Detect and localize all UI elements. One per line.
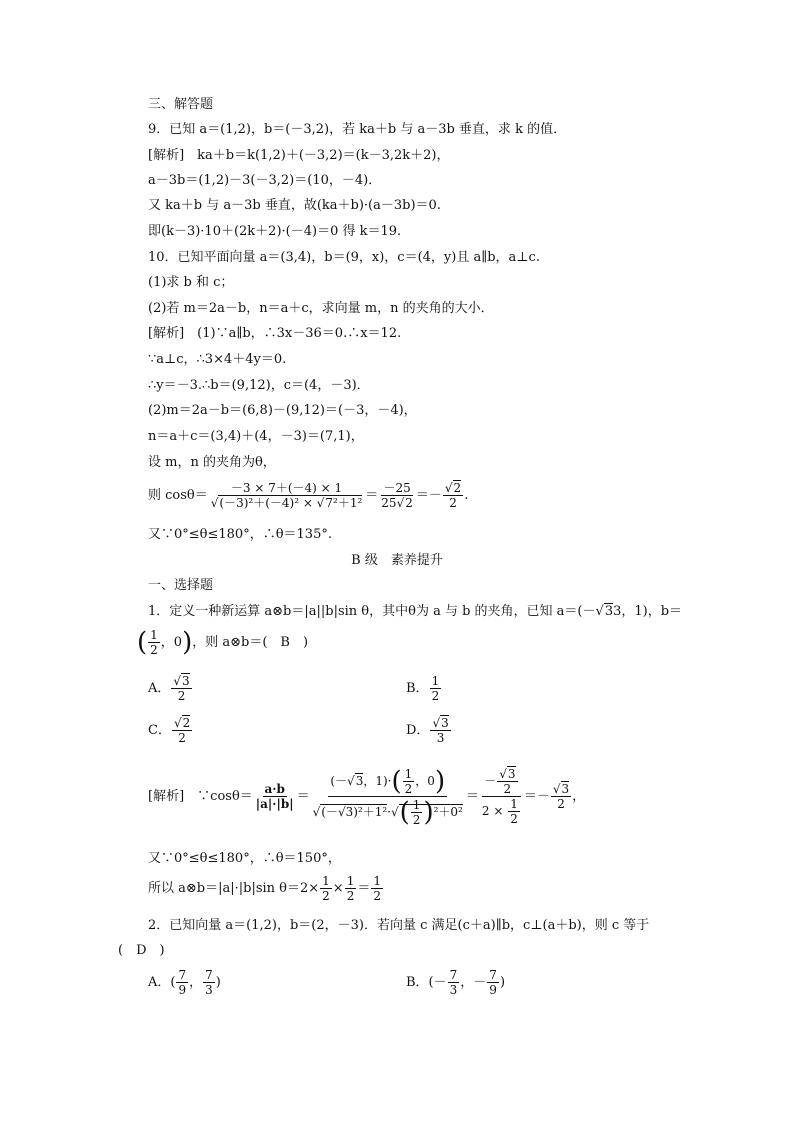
q10-solution-line-1	[148, 326, 401, 342]
q10-stem: 10．已知平面向量 a＝(3,4)，b＝(9，x)，c＝(4，y)且 a∥b，a⊥c.	[148, 250, 540, 265]
numerator: 7	[489, 968, 497, 982]
mid-fraction	[480, 767, 523, 826]
sqrt-3: 3	[561, 782, 570, 796]
option-value	[171, 674, 191, 703]
q9-step: ka＋b＝k(1,2)＋(－3,2)＝(k－3,2k＋2)，	[197, 148, 450, 163]
sqrt-3: 3	[441, 716, 449, 730]
frac-7-3	[203, 968, 215, 997]
denominator: 2	[503, 782, 512, 796]
stem-text: ，0	[160, 635, 183, 650]
half	[371, 874, 383, 903]
cosine-fraction	[209, 481, 365, 510]
sqrt-term: (－3)²＋(－4)² ×	[219, 496, 317, 510]
cosine-denominator: √(－3)²＋(－4)² × √7²＋1²	[210, 496, 363, 510]
b1-option-c	[148, 714, 193, 748]
q9-solution-line-3: 又 ka＋b 与 a－3b 垂直，故(ka＋b)·(a－3b)＝0.	[148, 198, 441, 213]
b1-option-a	[148, 672, 193, 706]
q9-stem: 9．已知 a＝(1,2)，b＝(－3,2)，若 ka＋b 与 a－3b 垂直，求 k 的值．	[148, 122, 567, 137]
numerator: √2	[173, 716, 191, 730]
b1-stem-line-1: 1．定义一种新运算 a⊗b＝|a||b|sin θ，其中θ为 a 与 b 的夹角，已知 a＝(－√33，1)，b＝	[148, 604, 683, 619]
numerator: 1	[346, 874, 355, 888]
q10-step: (1)∵a∥b，∴3x－36＝0.∴x＝12.	[197, 326, 402, 341]
denominator: 3	[205, 983, 213, 997]
b1-option-b	[406, 672, 442, 706]
numerator: 1	[510, 797, 518, 811]
numerator: √3	[499, 767, 516, 781]
numerator: √3	[432, 716, 449, 730]
formula-prefix: 则 cosθ＝	[148, 488, 208, 503]
frac-7-9	[487, 968, 499, 997]
frac-7-9	[176, 968, 188, 997]
denominator: 2	[404, 782, 413, 796]
paren-close: )	[423, 797, 434, 828]
solution-label: [解析]	[148, 326, 185, 341]
b1-solution-formula: [解析] ∵cosθ＝ $\frac{a\cdot b}{|a|\cdot|b|}$ ＝ (－√3，1)·( $\frac{1}{2}$ ，0) √(－√3)²＋1²·√( $\frac{1}{2}$ )²＋0² ＝ － $\frac{√3}{2}$ 2 × $\frac{1}{2}$ ＝－ $\frac{√3}{2}$ ，	[148, 766, 586, 828]
denominator: 3	[436, 731, 445, 745]
solution-label: [解析]	[148, 148, 185, 163]
q10-solution-line-6: 设 m，n 的夹角为θ，	[148, 455, 276, 470]
denominator: 2	[412, 813, 421, 827]
cosine-numerator: －3 × 7＋(－4) × 1	[230, 481, 343, 495]
b2-option-b: B．(－ $\frac{7}{3}$ ，－ $\frac{7}{9}$ )	[406, 968, 506, 997]
sqrt-3: 3	[507, 767, 516, 781]
numerator: 7	[205, 968, 213, 982]
denominator: 2	[178, 731, 186, 745]
sqrt-2: 2	[182, 716, 191, 730]
q10-part-1: (1)求 b 和 c；	[148, 275, 234, 290]
denominator: 2	[557, 797, 565, 811]
stem-text: ，则 a⊗b＝( B )	[192, 635, 309, 650]
denominator: 25√2	[381, 496, 413, 510]
q10-part-2: (2)若 m＝2a－b，n＝a＋c，求向量 m，n 的夹角的大小．	[148, 301, 494, 316]
formula-prefix: 所以 a⊗b＝|a|·|b|sin θ＝2×	[148, 881, 320, 896]
numerator: 7	[178, 968, 187, 982]
numerator: 1	[373, 874, 381, 888]
q10-cosine-formula: 则 cosθ＝ $\frac{-3 \times 7+(-4) \times 1}{\text{√(－3)²＋(－4)² × √7²＋1²}}$ ＝ $\frac{-25}{25√2}$ ＝－ $\frac{√2}{2}$ .	[148, 481, 469, 510]
paren-close: )	[182, 627, 193, 658]
numerator: 7	[449, 968, 458, 982]
q10-solution-line-5: n＝a＋c＝(3,4)＋(4，－3)＝(7,1)，	[148, 429, 364, 444]
denominator: 2	[431, 689, 440, 703]
numerator: 1	[431, 674, 440, 688]
denominator: 9	[178, 983, 187, 997]
paren-open: (	[399, 797, 410, 828]
b1-option-d	[406, 714, 452, 748]
solution-label: [解析]	[148, 789, 185, 804]
numerator: (－√3，1)·( $\frac{1}{2}$ ，0)	[330, 766, 446, 797]
option-value	[172, 716, 192, 745]
numerator: 1	[404, 767, 413, 781]
section-heading-solutions: 三、解答题	[148, 97, 214, 112]
frac-7-3	[448, 968, 460, 997]
level-b-heading: B 级 素养提升	[351, 553, 443, 568]
numerator: 1	[412, 798, 421, 812]
numerator: 1	[322, 874, 330, 888]
ab-fraction	[254, 782, 296, 811]
sqrt-term: (－√3)²＋1²	[321, 805, 388, 819]
half	[345, 874, 357, 903]
denominator: 2	[322, 889, 330, 903]
coef: 25	[381, 496, 397, 510]
q9-solution-line-2: a－3b＝(1,2)－3(－3,2)＝(10，－4)．	[148, 173, 382, 188]
denominator: 2	[510, 812, 518, 826]
b2-option-a: A．( $\frac{7}{9}$ ， $\frac{7}{3}$ )	[148, 968, 221, 997]
denominator: 9	[489, 983, 497, 997]
section-heading-choice: 一、选择题	[148, 578, 214, 593]
numerator: √3	[552, 782, 570, 796]
paren-open: (	[137, 627, 148, 658]
numerator: √3	[173, 674, 190, 688]
eq-fraction-2	[443, 481, 463, 510]
numerator: － $\frac{√3}{2}$	[482, 767, 520, 797]
denominator: 2	[177, 689, 186, 703]
denominator: 2	[373, 889, 381, 903]
paren-open: (	[391, 766, 402, 797]
q9-solution-line-1	[148, 148, 449, 164]
denominator: 2 × $\frac{1}{2}$	[481, 797, 518, 826]
sqrt-term: ( $\frac{1}{2}$ )²＋0²	[399, 797, 463, 828]
option-label: A．	[148, 681, 171, 696]
fraction-half	[148, 628, 160, 657]
option-value	[430, 716, 450, 745]
formula-prefix: ∵cosθ＝	[197, 789, 253, 804]
b2-stem-line-1: 2．已知向量 a＝(1,2)，b＝(2，－3)．若向量 c 满足(c＋a)∥b，c⊥(a＋b)，则 c 等于	[148, 918, 650, 933]
sub-frac	[497, 767, 517, 796]
option-value	[430, 674, 442, 703]
b1-stem-line-2	[137, 626, 308, 660]
option-label: D．	[406, 723, 430, 738]
eq-fraction-1	[379, 481, 415, 510]
q10-solution-line-7: 又∵0°≤θ≤180°，∴θ＝135°.	[148, 527, 332, 542]
b1-solution-line-3: 所以 a⊗b＝|a|·|b|sin θ＝2× $\frac{1}{2}$ × $\frac{1}{2}$ ＝ $\frac{1}{2}$	[148, 874, 381, 903]
half	[411, 798, 423, 827]
denominator: 2	[449, 496, 457, 510]
b1-solution-line-2: 又∵0°≤θ≤180°，∴θ＝150°，	[148, 851, 341, 866]
stem-text: 1．定义一种新运算 a⊗b＝|a||b|sin θ，其中θ为 a 与 b 的夹角，已知 a＝(－	[148, 604, 596, 619]
q10-solution-line-3: ∴y＝－3.∴b＝(9,12)，c＝(4，－3)．	[148, 378, 370, 393]
sqrt-3: 3	[182, 674, 190, 688]
half	[403, 767, 415, 796]
numerator: 1	[150, 628, 158, 642]
sqrt-2: 2	[405, 496, 413, 510]
option-label: B．	[406, 681, 429, 696]
numerator: a·b	[264, 782, 285, 796]
half	[320, 874, 332, 903]
denominator: 2	[150, 643, 158, 657]
b2-stem-line-2: ( D )	[118, 943, 165, 958]
denominator: 3	[449, 983, 458, 997]
option-label: C．	[148, 723, 171, 738]
numerator: √2	[444, 481, 462, 495]
q10-solution-line-2: ∵a⊥c，∴3×4＋4y＝0.	[148, 352, 287, 367]
sqrt-3: 3	[355, 774, 364, 788]
stem-text: 3，1)，b＝	[613, 604, 683, 619]
denominator: √(－√3)²＋1²·√( $\frac{1}{2}$ )²＋0²	[312, 797, 463, 828]
q10-solution-line-4: (2)m＝2a－b＝(6,8)－(9,12)＝(－3，－4)，	[148, 403, 417, 418]
paren-close: )	[434, 766, 446, 797]
sqrt-2: 2	[453, 481, 462, 495]
sub-frac	[508, 797, 520, 826]
denominator: |a|·|b|	[255, 797, 294, 811]
sqrt-3: 3	[604, 604, 614, 619]
q9-solution-line-4: 即(k－3)·10＋(2k＋2)·(－4)＝0 得 k＝19.	[148, 224, 402, 239]
option-label: A．(	[148, 975, 176, 990]
option-label: B．(－	[406, 975, 447, 990]
denominator: 2	[346, 889, 355, 903]
result-fraction	[551, 782, 571, 811]
numerator: －25	[383, 481, 411, 495]
sqrt-term: 7²＋1²	[325, 496, 363, 510]
big-fraction	[311, 766, 465, 827]
